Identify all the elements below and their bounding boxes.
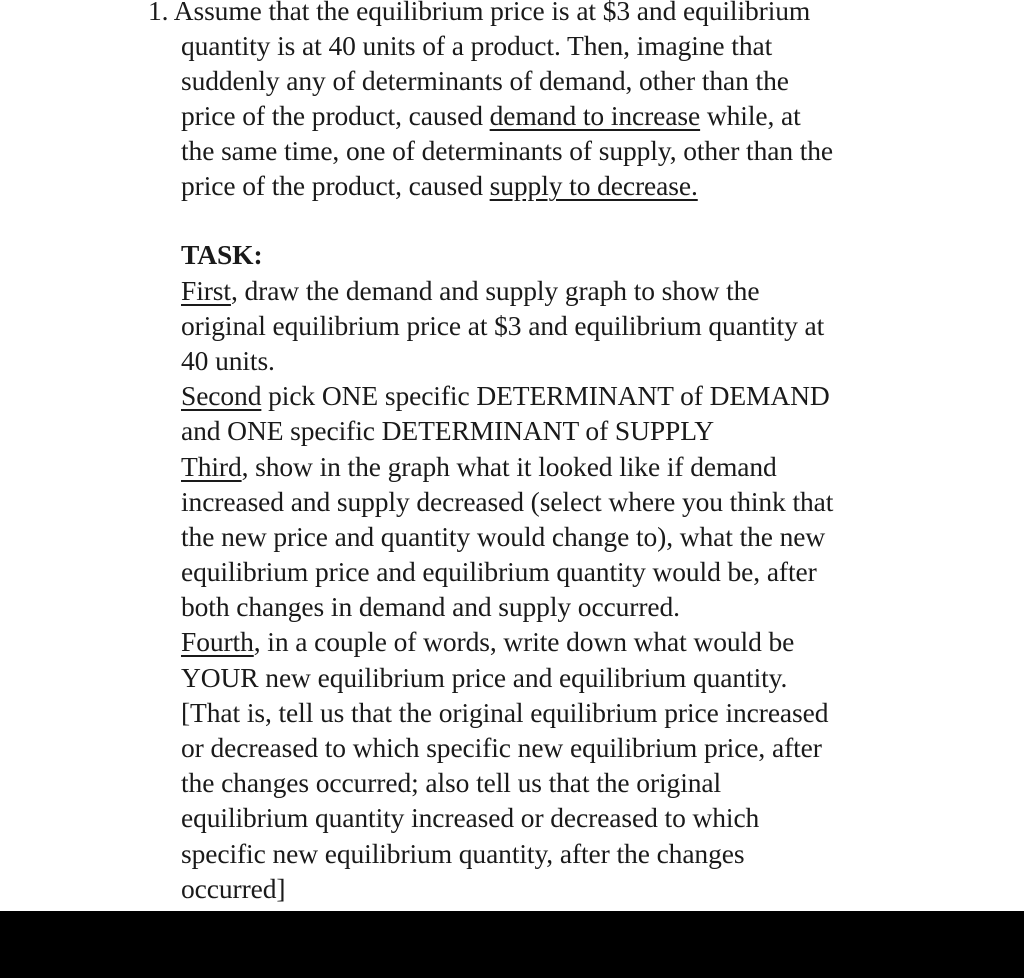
question-line-3: suddenly any of determinants of demand, other than the [181, 65, 789, 96]
task-first-line-2: original equilibrium price at $3 and equilibrium quantity at [181, 310, 825, 341]
task-third-line-2: increased and supply decreased (select where you think that [181, 486, 834, 517]
fourth-label: Fourth [181, 626, 254, 657]
task-third-line-3: the new price and quantity would change to), what the new [181, 521, 826, 552]
question-text: Assume that the equilibrium price is at $3 and equilibrium [173, 0, 811, 26]
question-line-2: quantity is at 40 units of a product. Then, imagine that [181, 30, 773, 61]
demand-increase-phrase: demand to increase [489, 100, 701, 131]
task-fourth-line-7: specific new equilibrium quantity, after the changes [181, 838, 745, 869]
task-second-line-1 [181, 378, 830, 413]
task-fourth-line-4: or decreased to which specific new equilibrium price, after [181, 732, 822, 763]
task-heading: TASK: [181, 239, 263, 270]
task-text: , draw the demand and supply graph to show the [230, 275, 760, 306]
question-number: 1. [148, 0, 169, 26]
question-line-1 [148, 0, 810, 28]
supply-decrease-phrase: supply to decrease. [489, 170, 698, 201]
question-text: price of the product, caused [181, 170, 490, 201]
task-text: pick ONE specific DETERMINANT of DEMAND [261, 380, 830, 411]
task-text: , show in the graph what it looked like if demand [241, 451, 777, 482]
task-first-line-3: 40 units. [181, 345, 275, 376]
task-third-line-1 [181, 449, 777, 484]
task-fourth-line-1 [181, 624, 794, 659]
task-fourth-line-6: equilibrium quantity increased or decreased to which [181, 802, 760, 833]
task-third-line-5: both changes in demand and supply occurred. [181, 591, 680, 622]
second-label: Second [181, 380, 262, 411]
question-line-5: the same time, one of determinants of supply, other than the [181, 135, 834, 166]
first-label: First [181, 275, 231, 306]
question-text: price of the product, caused [181, 100, 490, 131]
third-label: Third [181, 451, 242, 482]
question-line-4 [181, 98, 801, 133]
task-fourth-line-5: the changes occurred; also tell us that the original [181, 767, 722, 798]
task-fourth-line-2: YOUR new equilibrium price and equilibrium quantity. [181, 662, 788, 693]
task-first-line-1 [181, 273, 759, 308]
task-fourth-line-8: occurred] [181, 873, 286, 904]
bottom-black-bar [0, 911, 1024, 978]
task-second-line-2: and ONE specific DETERMINANT of SUPPLY [181, 415, 714, 446]
task-third-line-4: equilibrium price and equilibrium quantity would be, after [181, 556, 817, 587]
question-line-6 [181, 168, 698, 203]
question-text: while, at [700, 100, 801, 131]
task-fourth-line-3: [That is, tell us that the original equilibrium price increased [181, 697, 829, 728]
task-text: , in a couple of words, write down what would be [253, 626, 795, 657]
